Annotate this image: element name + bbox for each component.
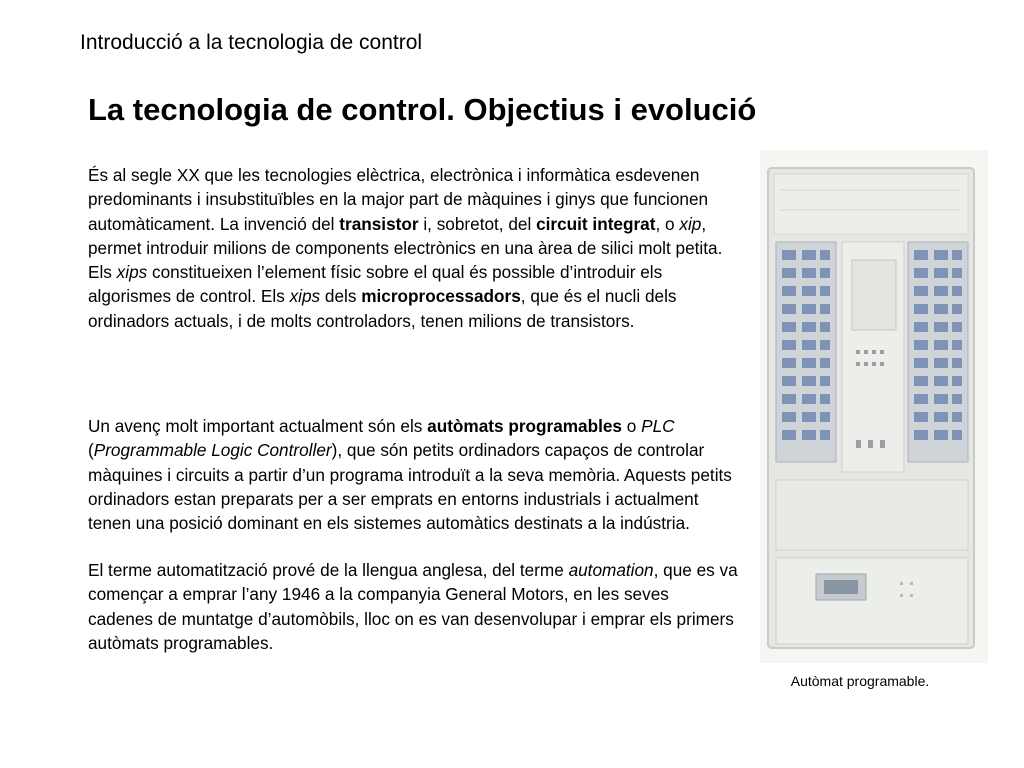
paragraph-plc <box>88 414 738 535</box>
paragraph-transistors <box>88 163 738 333</box>
bold-term: transistor <box>339 213 419 234</box>
text-run: És al segle XX que les tecnologies elèctrica, electrònica i informàtica esdevenen predominants i insubstituïbles en la major part de màquines i ginys que funcionen automàticament. La invenció del <box>88 165 709 234</box>
text-run: , que es va començar a emprar l’any 1946 a la companyia General Motors, en les seves cadenes de muntatge d’automòbils, lloc on es van desenvolupar i emprar els primers autòmats programables. <box>88 560 738 653</box>
text-run: ( <box>88 440 94 461</box>
italic-term: xips <box>116 262 148 283</box>
paragraph-automation <box>88 558 738 655</box>
italic-term: xip <box>679 213 702 234</box>
text-run: ), que són petits ordinadors capaços de controlar màquines i circuits a partir d’un programa introduït a la seva memòria. Aquests petits ordinadors estan preparats per a ser emprats en entorns industrials i actualment tenen una posició dominant en els sistemes automàtics destinats a la indústria. <box>88 440 732 534</box>
figure-caption: Autòmat programable. <box>790 673 930 689</box>
slide-header: Introducció a la tecnologia de control <box>80 31 423 54</box>
italic-term: PLC <box>641 416 675 436</box>
slide-title: La tecnologia de control. Objectius i evolució <box>88 92 757 127</box>
text-run: o <box>622 416 642 436</box>
italic-term: xips <box>289 286 321 307</box>
text-run: , o <box>655 213 680 234</box>
text-run: Un avenç molt important actualment són els <box>88 416 428 436</box>
text-run: El terme automatització prové de la llengua anglesa, del terme <box>88 560 569 580</box>
bold-term: autòmats programables <box>427 416 622 436</box>
text-run: , que és el nucli dels ordinadors actuals, i de molts controladors, tenen milions de transistors. <box>88 286 677 331</box>
text-run: i, sobretot, del <box>418 213 537 234</box>
plc-figure <box>760 150 988 663</box>
text-run: constitueixen l’element físic sobre el qual és possible d’introduir els algorismes de control. Els <box>88 262 663 307</box>
bold-term: circuit integrat <box>536 213 656 234</box>
italic-term: Programmable Logic Controller <box>93 440 332 461</box>
text-run: dels <box>320 286 362 307</box>
italic-term: automation <box>568 560 654 580</box>
plc-device-icon <box>760 150 988 663</box>
text-run: , permet introduir milions de components electrònics en una àrea de silici molt petita. Els <box>88 213 723 283</box>
bold-term: microprocessadors <box>361 286 521 307</box>
